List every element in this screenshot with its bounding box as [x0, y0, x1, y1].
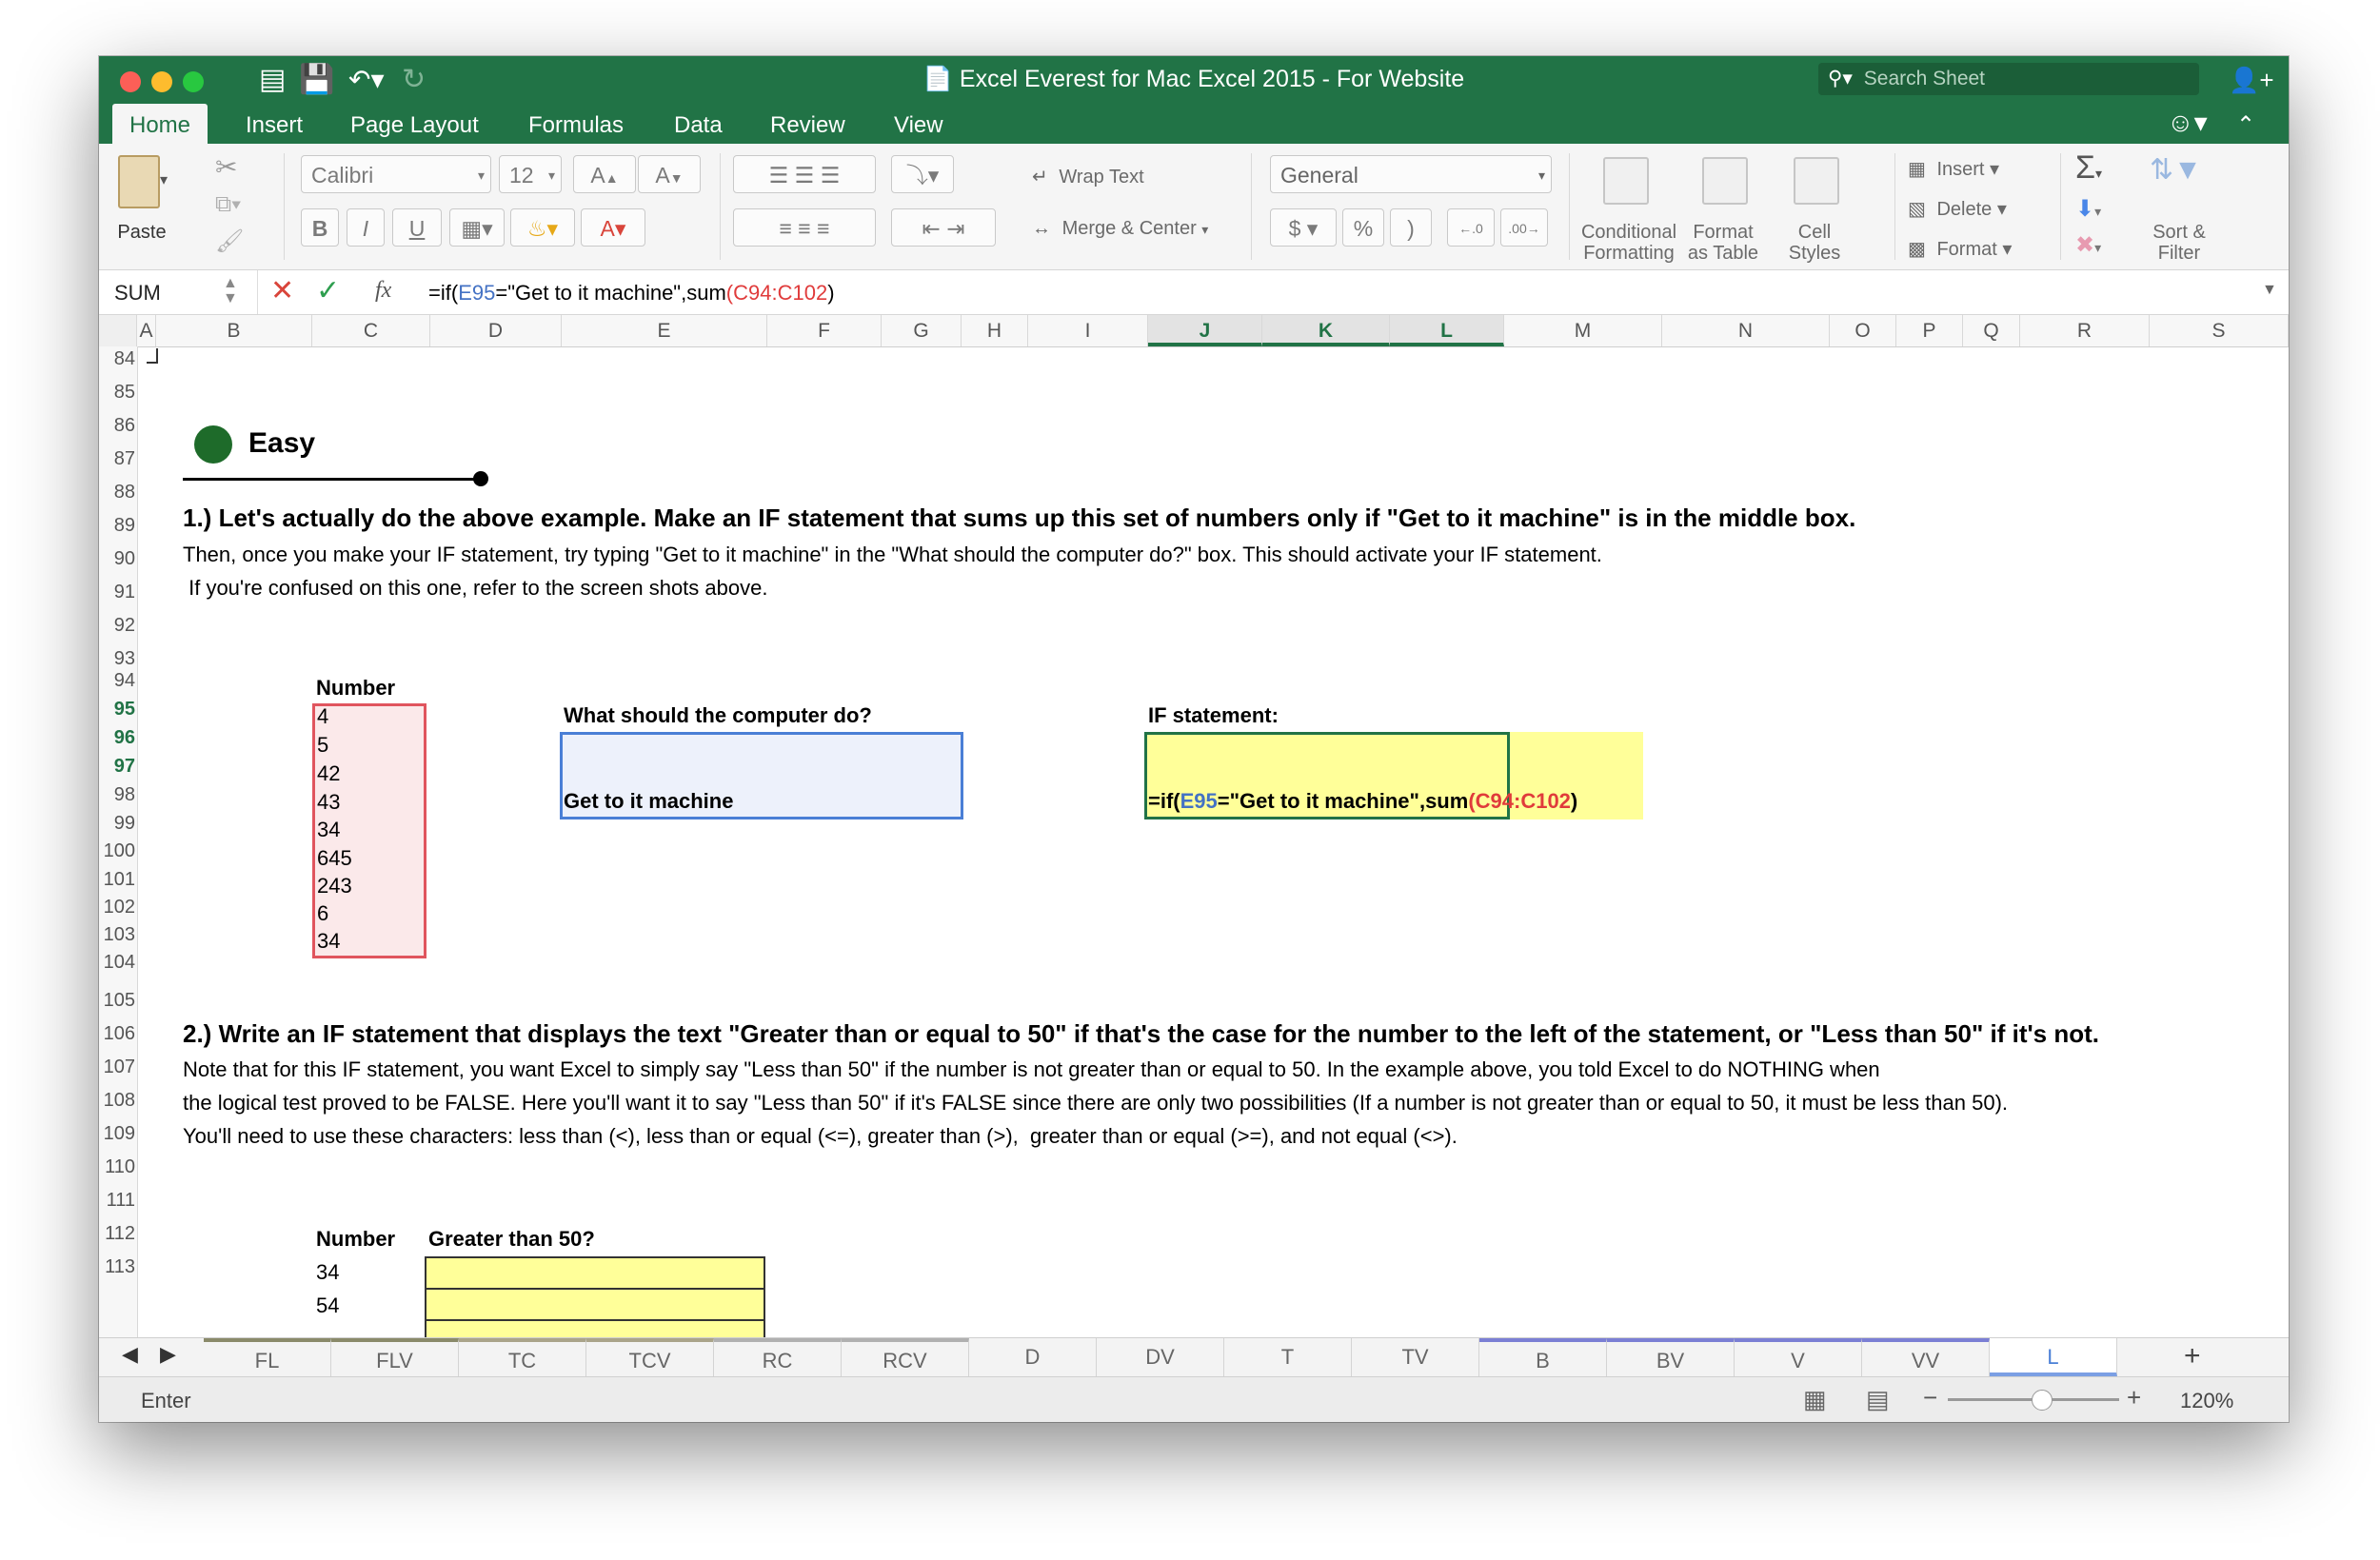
- font-size-select[interactable]: 12 ▾: [499, 155, 562, 193]
- fill-color-icon: ♨▾: [526, 216, 559, 241]
- number-header: Number: [316, 676, 396, 700]
- row-header[interactable]: 89: [113, 515, 135, 536]
- col-header-c[interactable]: C: [312, 315, 430, 346]
- tab-page-layout[interactable]: Page Layout: [350, 112, 479, 138]
- prev-sheet-icon[interactable]: ◀: [122, 1342, 138, 1366]
- enter-check-icon[interactable]: ✓: [316, 275, 341, 306]
- fill-icon[interactable]: ⬇▾: [2075, 196, 2102, 222]
- easy-label: Easy: [248, 427, 316, 459]
- q1-instruction-2: If you're confused on this one, refer to the screen shots above.: [183, 576, 768, 600]
- format-painter-icon[interactable]: 🖌: [215, 228, 245, 254]
- col-header-i[interactable]: I: [1028, 315, 1148, 346]
- row-header[interactable]: 91: [113, 582, 135, 602]
- col-header-a[interactable]: A: [137, 315, 156, 346]
- format-as-table-icon[interactable]: [1702, 157, 1748, 205]
- greater-header: Greater than 50?: [428, 1227, 595, 1251]
- row-header[interactable]: 93: [113, 648, 135, 669]
- add-user-icon[interactable]: 👤+: [2229, 66, 2274, 94]
- row-headers: [99, 346, 138, 1388]
- format-as-table-button[interactable]: Format as Table: [1687, 222, 1759, 264]
- row-header[interactable]: 95: [113, 699, 135, 720]
- increase-font-size-button[interactable]: A▲: [573, 155, 636, 193]
- row-header[interactable]: 96: [113, 727, 135, 748]
- ribbon-home: [99, 144, 2289, 270]
- excel-window: [99, 56, 2289, 1422]
- sheet-tab-bv[interactable]: BV: [1607, 1338, 1735, 1376]
- row-header[interactable]: 88: [113, 482, 135, 503]
- row-header[interactable]: 107: [103, 1056, 135, 1077]
- collapse-ribbon-icon[interactable]: ⌃: [2236, 112, 2256, 138]
- ribbon-tabs: [99, 104, 2289, 144]
- difficulty-line: [183, 478, 480, 481]
- row-header[interactable]: 102: [103, 897, 135, 918]
- decrease-font-size-button[interactable]: A▼: [638, 155, 701, 193]
- orientation-button[interactable]: [891, 155, 954, 193]
- sort-filter-icon[interactable]: ⇅▼: [2150, 154, 2202, 186]
- merge-center-button[interactable]: ↔ Merge & Center ▾: [1032, 218, 1209, 239]
- indent-group[interactable]: ⇤ ⇥: [891, 208, 996, 247]
- delete-cells-button[interactable]: ▧ Delete ▾: [1908, 199, 2007, 220]
- col-header-n[interactable]: N: [1662, 315, 1830, 346]
- row-header[interactable]: 92: [113, 615, 135, 636]
- formula-bar: [99, 270, 2289, 315]
- orientation-icon: ⤵▾: [905, 163, 940, 188]
- col-header-k[interactable]: K: [1262, 315, 1390, 346]
- if-header: IF statement:: [1148, 703, 1279, 727]
- sheet-tabs-bar: [99, 1337, 2289, 1376]
- number-cell[interactable]: 243: [317, 874, 352, 898]
- number-cell[interactable]: 34: [317, 818, 341, 841]
- q2-instruction-2: the logical test proved to be FALSE. Here you'll want it to say "Less than 50" if it's FALSE since there are only two possibilities (If a number is not greater than or equal to 50, it must be less than 50).: [183, 1091, 2009, 1115]
- cancel-icon[interactable]: ✕: [270, 275, 295, 306]
- save-icon[interactable]: 💾: [299, 64, 335, 95]
- vertical-align-group[interactable]: ☰ ☰ ☰: [733, 155, 876, 193]
- search-sheet-input[interactable]: ⚲▾ Search Sheet: [1818, 63, 2199, 95]
- copy-icon[interactable]: ⧉▾: [215, 191, 242, 217]
- tab-data[interactable]: Data: [674, 112, 723, 138]
- format-icon: ▩: [1908, 239, 1926, 260]
- sheet-tab-rcv[interactable]: RCV: [842, 1338, 969, 1376]
- sheet-tab-vv[interactable]: VV: [1862, 1338, 1990, 1376]
- zoom-out-button[interactable]: −: [1923, 1383, 1938, 1412]
- cut-icon[interactable]: ✂: [215, 152, 238, 182]
- cell-styles-button[interactable]: Cell Styles: [1788, 222, 1841, 264]
- row-header[interactable]: 86: [113, 415, 135, 436]
- expand-formula-bar-icon[interactable]: ▼: [2262, 282, 2277, 298]
- status-mode: Enter: [141, 1389, 191, 1412]
- ribbon-divider: [1569, 153, 1570, 260]
- number-cell[interactable]: 34: [317, 929, 341, 953]
- currency-button[interactable]: $ ▾: [1270, 208, 1337, 247]
- sheet-tab-fl[interactable]: FL: [204, 1338, 331, 1376]
- col-header-f[interactable]: F: [767, 315, 882, 346]
- q2-instruction-1: Note that for this IF statement, you want Excel to simply say "Less than 50" if the number is not greater than or equal to 50. In the example above, you told Excel to do NOTHING when: [183, 1057, 1880, 1081]
- document-icon: 📄: [922, 66, 953, 92]
- col-header-g[interactable]: G: [882, 315, 962, 346]
- normal-view-icon[interactable]: ▦: [1803, 1385, 1827, 1413]
- number-cell[interactable]: 6: [317, 901, 329, 925]
- wrap-text-icon: ↵: [1032, 167, 1048, 188]
- sheet-tab-d[interactable]: D: [969, 1338, 1097, 1376]
- sort-filter-button[interactable]: Sort & Filter: [2152, 222, 2206, 264]
- row-header[interactable]: 87: [113, 448, 135, 469]
- answer-cell[interactable]: [425, 1256, 765, 1290]
- chevron-down-icon: ▾: [477, 168, 485, 183]
- q2-instruction-3: You'll need to use these characters: less than (<), less than or equal (<=), greater than (>), greater than or equal (>=), and not equal (<>).: [183, 1124, 1458, 1148]
- number-header-2: Number: [316, 1227, 396, 1251]
- formula-divider: [257, 270, 258, 314]
- number-cell[interactable]: 4: [317, 704, 329, 728]
- window-title: 📄 Excel Everest for Mac Excel 2015 - For Website: [922, 66, 1465, 92]
- font-name-select[interactable]: Calibri ▾: [301, 155, 491, 193]
- col-header-d[interactable]: D: [430, 315, 562, 346]
- row-header[interactable]: 104: [103, 952, 135, 973]
- title-bar: [99, 56, 2289, 104]
- row-header[interactable]: 98: [113, 784, 135, 805]
- wrap-text-button[interactable]: ↵ Wrap Text: [1032, 167, 1144, 188]
- tab-review[interactable]: Review: [770, 112, 845, 138]
- ribbon-divider: [284, 153, 285, 260]
- row-header[interactable]: 100: [103, 840, 135, 861]
- freeze-marker: [147, 348, 158, 364]
- chevron-down-icon: ▾: [1201, 222, 1209, 237]
- col-header-q[interactable]: Q: [1963, 315, 2020, 346]
- col-header-m[interactable]: M: [1504, 315, 1662, 346]
- sheet-tab-tcv[interactable]: TCV: [586, 1338, 714, 1376]
- format-cells-button[interactable]: ▩ Format ▾: [1908, 239, 2013, 260]
- number-cell-2[interactable]: 54: [316, 1293, 340, 1317]
- chevron-down-icon: ▾: [547, 168, 555, 183]
- ribbon-divider: [720, 153, 721, 260]
- answer-cell[interactable]: [425, 1288, 765, 1321]
- col-header-o[interactable]: O: [1830, 315, 1896, 346]
- col-header-h[interactable]: H: [962, 315, 1028, 346]
- borders-button[interactable]: [449, 208, 505, 247]
- tab-insert[interactable]: Insert: [246, 112, 304, 138]
- col-header-b[interactable]: B: [156, 315, 312, 346]
- what-header: What should the computer do?: [564, 703, 872, 727]
- tab-view[interactable]: View: [894, 112, 943, 138]
- row-header[interactable]: 106: [103, 1023, 135, 1044]
- number-cell[interactable]: 645: [317, 846, 352, 870]
- sidebar-toggle-icon[interactable]: ▤: [259, 64, 287, 95]
- col-header-r[interactable]: R: [2020, 315, 2150, 346]
- row-header[interactable]: 110: [105, 1156, 135, 1177]
- underline-button[interactable]: U: [392, 208, 442, 247]
- paste-dropdown-icon[interactable]: ▾: [160, 172, 169, 188]
- sheet-tab-tc[interactable]: TC: [459, 1338, 586, 1376]
- chevron-down-icon: ▾: [1537, 168, 1545, 183]
- number-cell[interactable]: 5: [317, 733, 329, 757]
- q1-heading: 1.) Let's actually do the above example. Make an IF statement that sums up this set of numbers only if "Get to it machine" is in the middle box.: [183, 504, 1856, 532]
- font-color-button[interactable]: [581, 208, 645, 247]
- merge-icon: ↔: [1032, 218, 1051, 239]
- fill-color-button[interactable]: [510, 208, 575, 247]
- row-header[interactable]: 97: [113, 756, 135, 777]
- number-format-select[interactable]: General ▾: [1270, 155, 1552, 193]
- paste-icon[interactable]: [118, 155, 160, 208]
- name-box[interactable]: SUM: [114, 281, 161, 305]
- sheet-tab-flv[interactable]: FLV: [331, 1338, 459, 1376]
- column-headers: [99, 315, 2289, 347]
- paste-label: Paste: [117, 222, 167, 243]
- col-header-p[interactable]: P: [1896, 315, 1963, 346]
- percent-button[interactable]: %: [1342, 208, 1384, 247]
- row-header[interactable]: 113: [105, 1256, 135, 1277]
- zoom-level: 120%: [2180, 1389, 2234, 1412]
- row-header[interactable]: 99: [113, 813, 135, 834]
- row-header[interactable]: 85: [113, 382, 135, 403]
- next-sheet-icon[interactable]: ▶: [160, 1342, 176, 1366]
- comma-style-button[interactable]: ): [1390, 208, 1432, 247]
- number-cell[interactable]: 43: [317, 790, 341, 814]
- tab-home[interactable]: Home: [112, 104, 208, 144]
- select-all-corner[interactable]: [99, 315, 137, 346]
- row-header[interactable]: 111: [106, 1190, 135, 1211]
- sheet-tab-b[interactable]: B: [1479, 1338, 1607, 1376]
- cell-styles-icon[interactable]: [1794, 157, 1839, 205]
- font-color-icon: A▾: [600, 216, 626, 241]
- row-header[interactable]: 112: [105, 1223, 135, 1244]
- number-cell-2[interactable]: 34: [316, 1260, 340, 1284]
- row-header[interactable]: 108: [103, 1090, 135, 1111]
- q2-heading: 2.) Write an IF statement that displays the text "Greater than or equal to 50" if that's the case for the number to the left of the statement, or "Less than 50" if it's not.: [183, 1019, 2099, 1048]
- decrease-decimal-button[interactable]: .00→: [1500, 208, 1548, 247]
- col-header-s[interactable]: S: [2150, 315, 2289, 346]
- difficulty-slider-dot: [473, 471, 488, 486]
- formula-input[interactable]: =if(E95="Get to it machine",sum(C94:C102): [428, 281, 835, 305]
- smiley-feedback-icon[interactable]: ☺▾: [2167, 108, 2208, 137]
- conditional-formatting-button[interactable]: Conditional Formatting: [1580, 222, 1677, 264]
- autosum-icon[interactable]: Σ▾: [2075, 149, 2103, 186]
- sheet-tab-tv[interactable]: TV: [1352, 1338, 1479, 1376]
- tab-formulas[interactable]: Formulas: [528, 112, 625, 138]
- zoom-slider-thumb[interactable]: [2032, 1390, 2053, 1411]
- name-box-stepper-icon[interactable]: ▲ ▼: [223, 275, 238, 306]
- delete-icon: ▧: [1908, 199, 1926, 220]
- ribbon-divider: [1251, 153, 1252, 260]
- row-header[interactable]: 109: [103, 1123, 135, 1144]
- col-header-j[interactable]: J: [1148, 315, 1262, 346]
- sheet-tab-dv[interactable]: DV: [1097, 1338, 1224, 1376]
- clear-icon[interactable]: ✖▾: [2075, 232, 2102, 258]
- number-cell[interactable]: 42: [317, 761, 341, 785]
- ribbon-divider: [2060, 153, 2061, 260]
- insert-cells-button[interactable]: ▦ Insert ▾: [1908, 159, 2000, 180]
- col-header-l[interactable]: L: [1390, 315, 1504, 346]
- row-header[interactable]: 94: [113, 670, 135, 691]
- undo-icon[interactable]: ↶▾: [348, 65, 385, 94]
- search-icon: ⚲▾: [1828, 68, 1853, 89]
- easy-dot-icon: [194, 425, 232, 464]
- col-header-e[interactable]: E: [562, 315, 767, 346]
- add-sheet-icon[interactable]: +: [2184, 1340, 2201, 1372]
- zoom-in-button[interactable]: +: [2127, 1383, 2142, 1412]
- sheet-tab-rc[interactable]: RC: [714, 1338, 842, 1376]
- row-header[interactable]: 101: [103, 869, 135, 890]
- italic-button[interactable]: I: [347, 208, 385, 247]
- what-value[interactable]: Get to it machine: [564, 789, 734, 813]
- sheet-tab-v[interactable]: V: [1735, 1338, 1862, 1376]
- status-bar: [99, 1376, 2289, 1422]
- conditional-formatting-icon[interactable]: [1603, 157, 1649, 205]
- row-header[interactable]: 105: [103, 990, 135, 1011]
- if-formula[interactable]: =if(E95="Get to it machine",sum(C94:C102): [1148, 789, 1578, 813]
- increase-decimal-button[interactable]: ←.0: [1447, 208, 1495, 247]
- insert-function-icon[interactable]: fx: [375, 278, 392, 303]
- horizontal-align-group[interactable]: ≡ ≡ ≡: [733, 208, 876, 247]
- ribbon-divider: [1894, 153, 1895, 260]
- sheet-tab-t[interactable]: T: [1224, 1338, 1352, 1376]
- borders-icon: ▦▾: [461, 216, 493, 241]
- redo-icon[interactable]: ↻: [402, 64, 426, 95]
- answer-cell[interactable]: [425, 1319, 765, 1338]
- row-header[interactable]: 84: [113, 348, 135, 369]
- bold-button[interactable]: B: [301, 208, 339, 247]
- row-header[interactable]: 90: [113, 548, 135, 569]
- page-layout-view-icon[interactable]: ▤: [1866, 1385, 1890, 1413]
- sheet-tab-l[interactable]: L: [1990, 1338, 2117, 1376]
- q1-instruction-1: Then, once you make your IF statement, try typing "Get to it machine" in the "What should the computer do?" box. This should activate your IF statement.: [183, 543, 1602, 566]
- insert-icon: ▦: [1908, 159, 1926, 180]
- row-header[interactable]: 103: [103, 924, 135, 945]
